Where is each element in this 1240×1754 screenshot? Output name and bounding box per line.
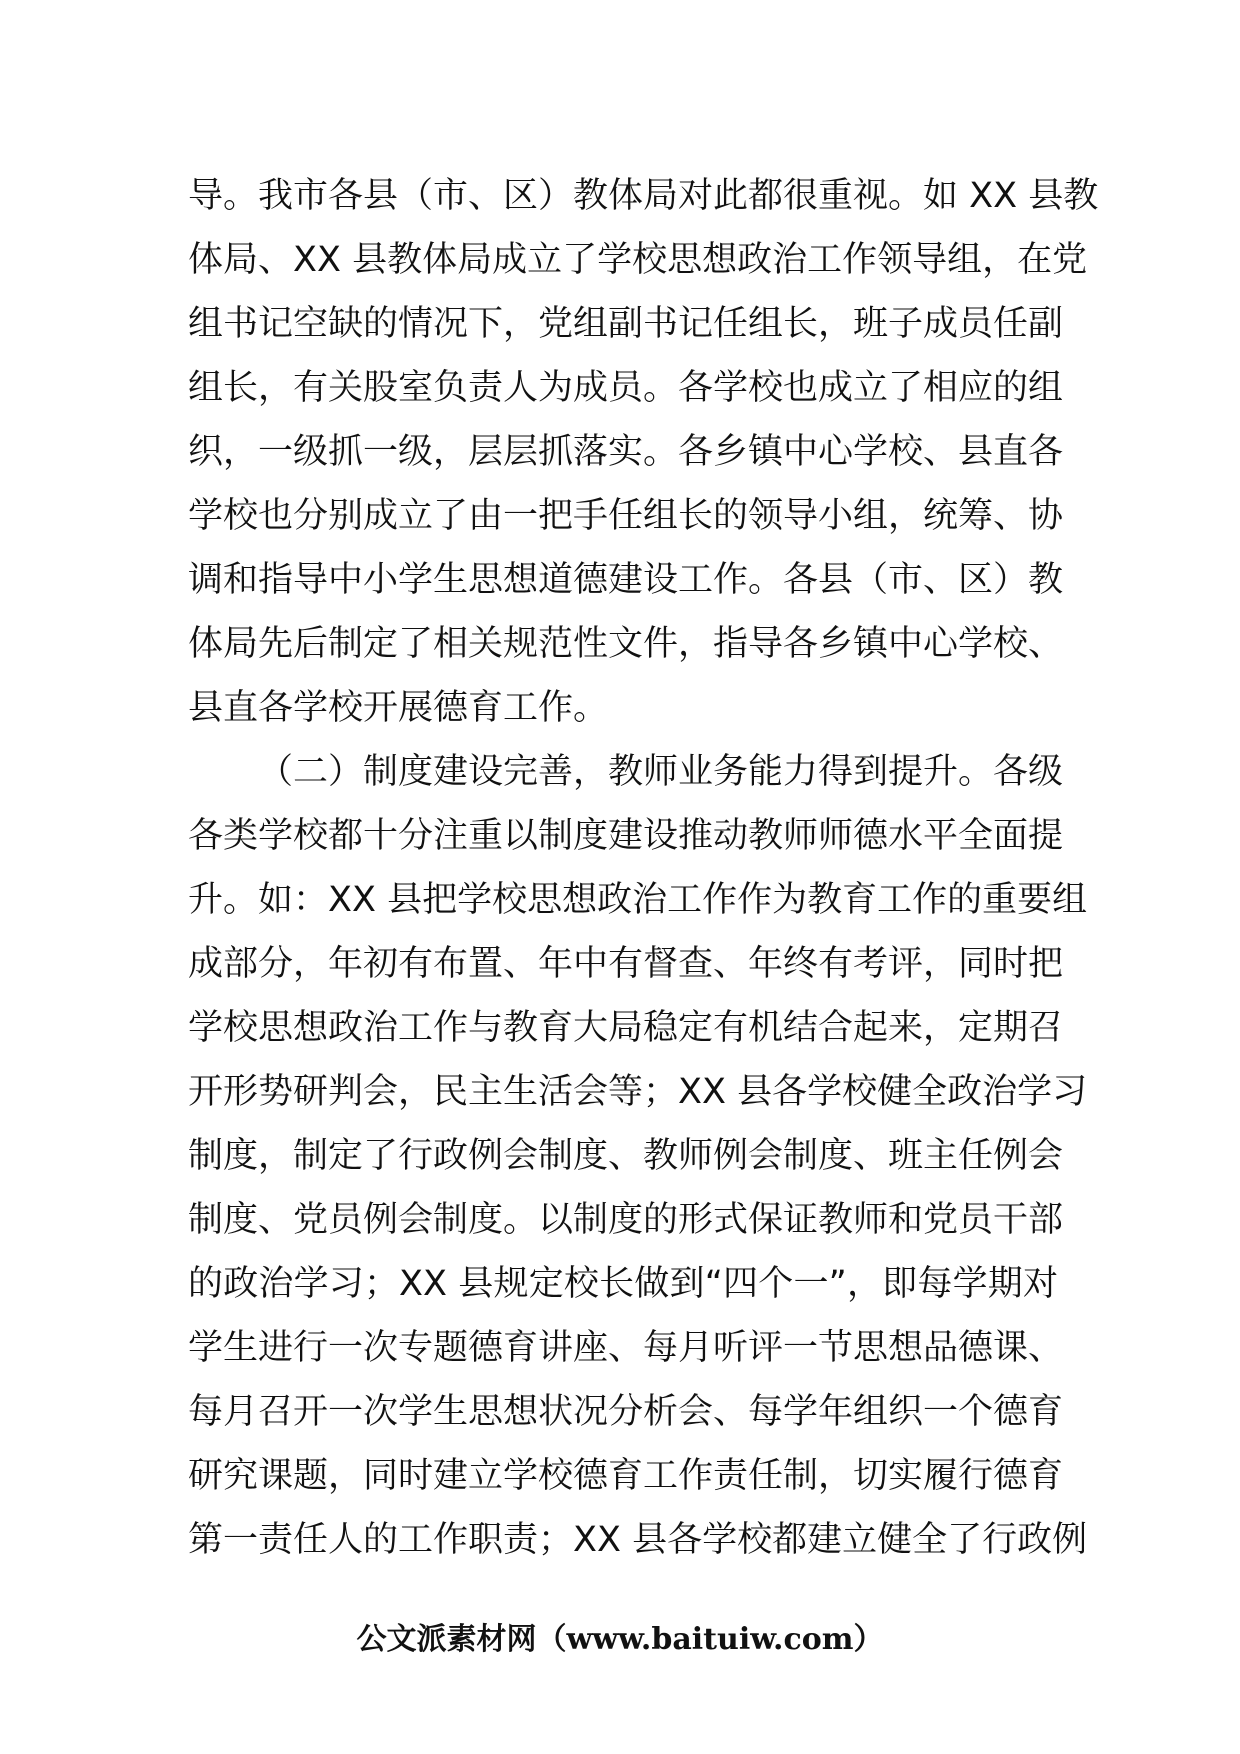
text-line: 体局、XX 县教体局成立了学校思想政治工作领导组，在党 <box>188 240 1088 280</box>
text-line: 县直各学校开展德育工作。 <box>188 688 609 728</box>
text-line: 导。我市各县（市、区）教体局对此都很重视。如 XX 县教 <box>188 176 1099 216</box>
text-line: 制度、党员例会制度。以制度的形式保证教师和党员干部 <box>188 1200 1064 1240</box>
text-line: 学生进行一次专题德育讲座、每月听评一节思想品德课、 <box>188 1328 1064 1368</box>
text-line: 体局先后制定了相关规范性文件，指导各乡镇中心学校、 <box>188 624 1064 664</box>
text-line: 开形势研判会，民主生活会等；XX 县各学校健全政治学习 <box>188 1072 1088 1112</box>
text-line: 第一责任人的工作职责；XX 县各学校都建立健全了行政例 <box>188 1520 1088 1560</box>
text-line: 组长，有关股室负责人为成员。各学校也成立了相应的组 <box>188 368 1064 408</box>
text-line: 学校思想政治工作与教育大局稳定有机结合起来，定期召 <box>188 1008 1064 1048</box>
text-line: 学校也分别成立了由一把手任组长的领导小组，统筹、协 <box>188 496 1064 536</box>
text-line: 组书记空缺的情况下，党组副书记任组长，班子成员任副 <box>188 304 1064 344</box>
text-line: 制度，制定了行政例会制度、教师例会制度、班主任例会 <box>188 1136 1064 1176</box>
text-line: 成部分，年初有布置、年中有督查、年终有考评，同时把 <box>188 944 1064 984</box>
text-line: 每月召开一次学生思想状况分析会、每学年组织一个德育 <box>188 1392 1064 1432</box>
document-body <box>188 164 1099 1572</box>
text-line: 织，一级抓一级，层层抓落实。各乡镇中心学校、县直各 <box>188 432 1064 472</box>
text-line: 升。如：XX 县把学校思想政治工作作为教育工作的重要组 <box>188 880 1088 920</box>
paragraph-2 <box>188 740 1088 1572</box>
page-footer-watermark: 公文派素材网（www.baituiw.com） <box>356 1622 884 1657</box>
text-line: 研究课题，同时建立学校德育工作责任制，切实履行德育 <box>188 1456 1064 1496</box>
paragraph-1 <box>188 164 1099 740</box>
text-line: 各类学校都十分注重以制度建设推动教师师德水平全面提 <box>188 816 1064 856</box>
text-line: 的政治学习；XX 县规定校长做到“四个一”，即每学期对 <box>188 1264 1058 1304</box>
section-heading-line: （二）制度建设完善，教师业务能力得到提升。各级 <box>258 752 1064 792</box>
text-line: 调和指导中小学生思想道德建设工作。各县（市、区）教 <box>188 560 1064 600</box>
